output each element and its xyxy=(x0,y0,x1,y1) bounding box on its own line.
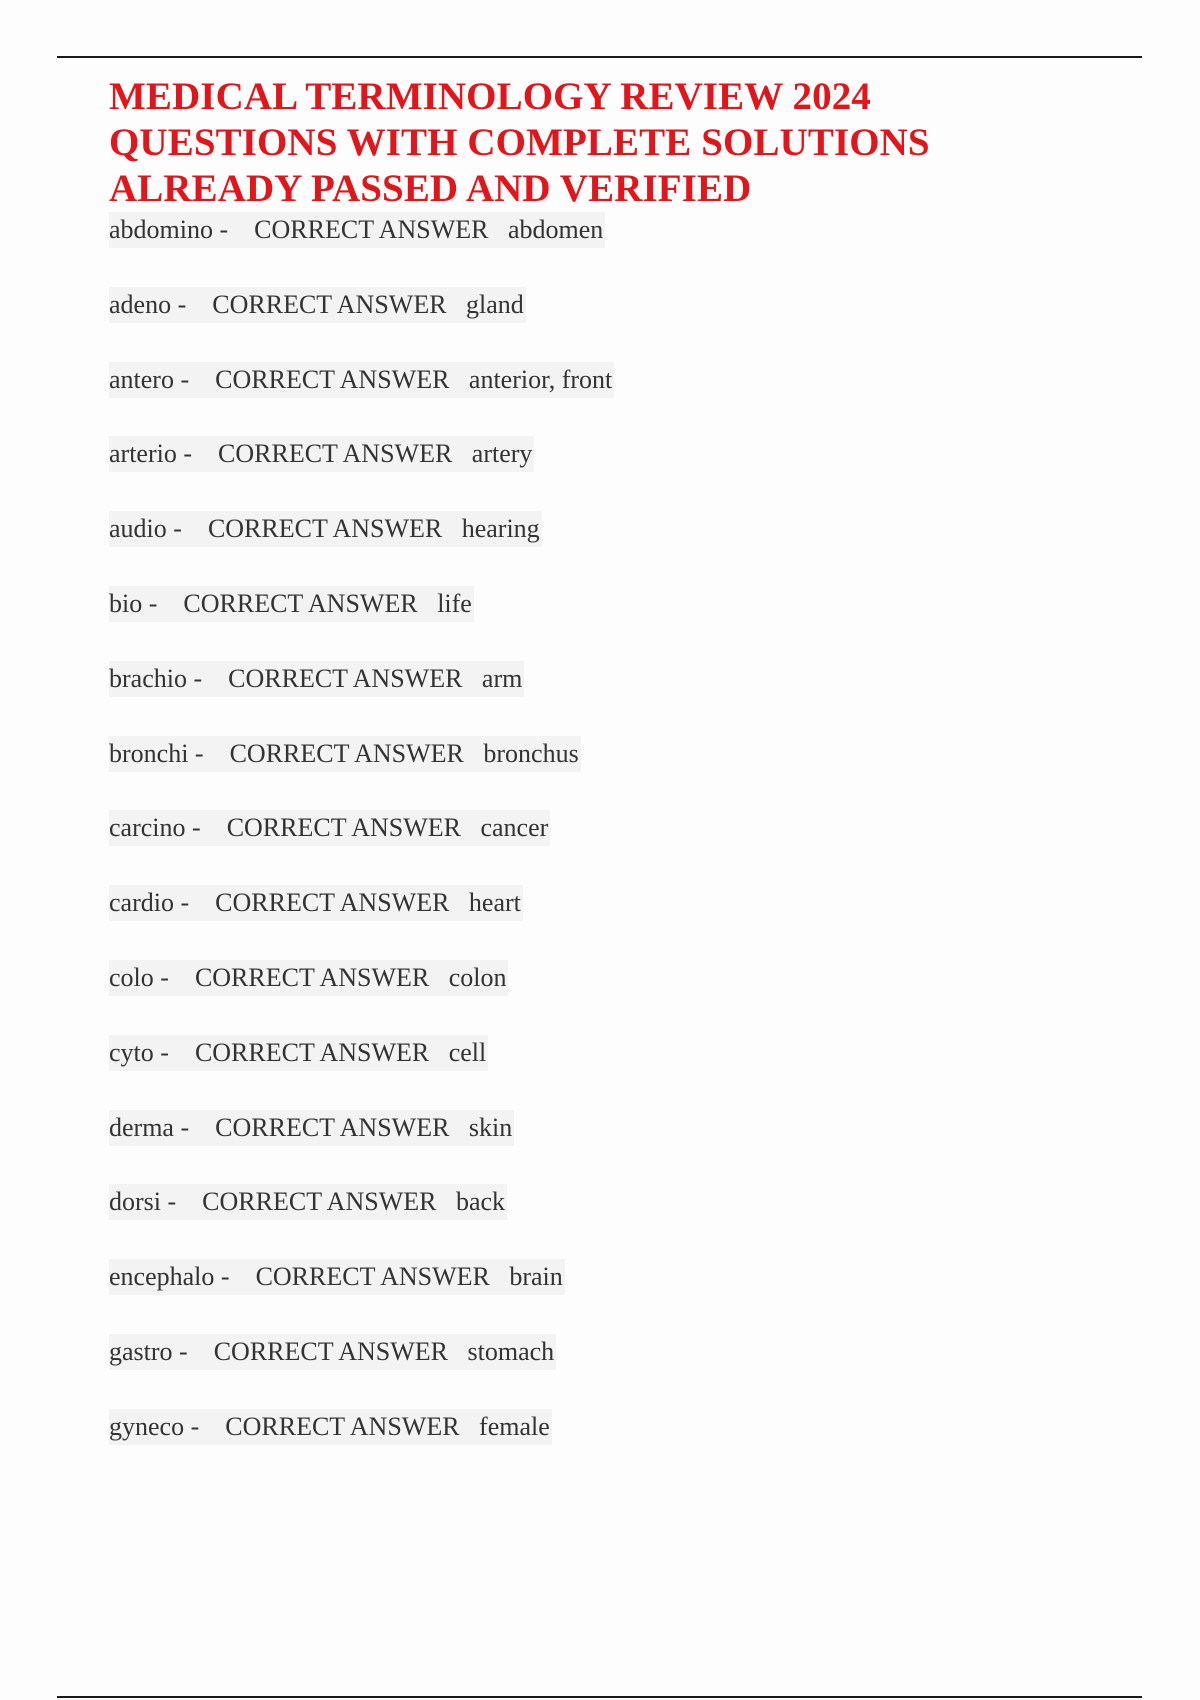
answer-text: hearing xyxy=(461,514,540,544)
correct-answer-label: CORRECT ANSWER xyxy=(213,1336,448,1366)
answer-gap xyxy=(461,813,481,842)
flashcard-list xyxy=(109,212,1009,1484)
answer-text: brain xyxy=(509,1262,563,1292)
correct-answer-label: CORRECT ANSWER xyxy=(255,1262,490,1292)
answer-gap xyxy=(429,1038,449,1067)
term-separator: - xyxy=(176,439,219,469)
list-item xyxy=(109,436,1009,511)
correct-answer-label: CORRECT ANSWER xyxy=(215,364,450,394)
flashcard-entry xyxy=(109,287,526,323)
term-separator: - xyxy=(153,962,195,992)
list-item xyxy=(109,1184,1009,1259)
answer-gap xyxy=(449,888,469,917)
flashcard-entry xyxy=(109,1409,552,1445)
correct-answer-label: CORRECT ANSWER xyxy=(212,289,447,319)
answer-text: arm xyxy=(481,663,523,693)
correct-answer-label: CORRECT ANSWER xyxy=(215,888,450,918)
answer-text: life xyxy=(437,588,472,618)
term-text: audio xyxy=(109,514,167,544)
flashcard-entry xyxy=(109,1110,514,1146)
flashcard-entry xyxy=(109,661,524,697)
answer-text: cancer xyxy=(480,813,549,843)
answer-gap xyxy=(488,215,508,244)
flashcard-entry xyxy=(109,212,605,248)
term-separator: - xyxy=(184,1411,226,1441)
term-separator: - xyxy=(171,289,213,319)
term-separator: - xyxy=(173,364,216,394)
answer-text: heart xyxy=(468,888,521,918)
term-separator: - xyxy=(214,1262,256,1292)
answer-gap xyxy=(418,589,438,618)
list-item xyxy=(109,1259,1009,1334)
list-item xyxy=(109,287,1009,362)
answer-gap xyxy=(449,1113,469,1142)
term-text: cyto xyxy=(109,1037,154,1067)
correct-answer-label: CORRECT ANSWER xyxy=(254,215,489,244)
list-item xyxy=(109,586,1009,661)
answer-gap xyxy=(447,290,467,319)
term-text: dorsi xyxy=(109,1187,161,1217)
term-text: bio xyxy=(109,588,143,618)
term-separator: - xyxy=(188,738,230,768)
list-item xyxy=(109,1334,1009,1409)
answer-gap xyxy=(449,365,469,394)
answer-gap xyxy=(490,1262,510,1291)
flashcard-entry xyxy=(109,960,508,996)
flashcard-entry xyxy=(109,1184,507,1220)
answer-text: female xyxy=(479,1411,550,1441)
correct-answer-label: CORRECT ANSWER xyxy=(207,514,443,544)
flashcard-entry xyxy=(109,885,523,921)
correct-answer-label: CORRECT ANSWER xyxy=(218,439,453,469)
answer-gap xyxy=(460,1412,480,1441)
answer-gap xyxy=(452,439,472,468)
term-text: bronchi xyxy=(109,738,189,768)
term-text: carcino xyxy=(109,813,186,843)
document-title xyxy=(109,74,1109,212)
answer-text: anterior, front xyxy=(468,364,613,394)
term-separator: - xyxy=(172,1336,214,1366)
flashcard-entry xyxy=(109,586,474,622)
flashcard-entry xyxy=(109,1035,488,1071)
term-text: arterio xyxy=(109,439,177,469)
flashcard-entry xyxy=(109,362,614,398)
correct-answer-label: CORRECT ANSWER xyxy=(229,738,464,768)
correct-answer-label: CORRECT ANSWER xyxy=(225,1411,460,1441)
title-line-3: ALREADY PASSED AND VERIFIED xyxy=(109,167,752,210)
term-separator: - xyxy=(166,514,208,544)
term-separator: - xyxy=(142,588,184,618)
bottom-rule xyxy=(57,1696,1142,1698)
answer-gap xyxy=(448,1337,468,1366)
list-item xyxy=(109,362,1009,437)
correct-answer-label: CORRECT ANSWER xyxy=(215,1112,450,1142)
answer-gap xyxy=(464,739,484,768)
term-separator: - xyxy=(153,1037,195,1067)
correct-answer-label: CORRECT ANSWER xyxy=(226,813,461,843)
list-item xyxy=(109,960,1009,1035)
answer-text: colon xyxy=(448,962,507,992)
answer-text: artery xyxy=(471,439,533,469)
term-text: encephalo xyxy=(109,1262,215,1292)
answer-gap xyxy=(429,963,449,992)
title-line-2: QUESTIONS WITH COMPLETE SOLUTIONS xyxy=(109,121,930,164)
term-text: adeno xyxy=(109,289,172,319)
flashcard-entry xyxy=(109,511,542,547)
flashcard-entry xyxy=(109,436,534,472)
term-separator: - xyxy=(173,1112,216,1142)
flashcard-entry xyxy=(109,1334,556,1370)
term-text: antero xyxy=(109,364,174,394)
term-text: gyneco xyxy=(109,1411,185,1441)
answer-gap xyxy=(442,514,462,543)
answer-text: bronchus xyxy=(483,738,579,768)
correct-answer-label: CORRECT ANSWER xyxy=(228,663,463,693)
list-item xyxy=(109,1409,1009,1484)
list-item xyxy=(109,1110,1009,1185)
correct-answer-label: CORRECT ANSWER xyxy=(183,588,418,618)
correct-answer-label: CORRECT ANSWER xyxy=(194,1037,430,1067)
list-item xyxy=(109,212,1009,287)
answer-text: gland xyxy=(466,289,524,319)
term-text: cardio xyxy=(109,888,174,918)
list-item xyxy=(109,885,1009,960)
answer-gap xyxy=(462,664,482,693)
flashcard-entry xyxy=(109,810,550,846)
flashcard-entry xyxy=(109,736,581,772)
term-separator: - xyxy=(186,663,229,693)
list-item xyxy=(109,661,1009,736)
answer-text: stomach xyxy=(467,1336,555,1366)
term-text: colo xyxy=(109,962,154,992)
term-text: abdomino xyxy=(109,215,213,244)
term-text: gastro xyxy=(109,1336,173,1366)
correct-answer-label: CORRECT ANSWER xyxy=(194,962,430,992)
title-line-1: MEDICAL TERMINOLOGY REVIEW 2024 xyxy=(109,75,871,118)
list-item xyxy=(109,736,1009,811)
term-separator: - xyxy=(213,215,255,244)
term-separator: - xyxy=(173,888,216,918)
answer-text: cell xyxy=(448,1037,487,1067)
list-item xyxy=(109,511,1009,586)
term-separator: - xyxy=(185,813,227,843)
term-text: derma xyxy=(109,1112,174,1142)
term-separator: - xyxy=(161,1187,203,1217)
flashcard-entry xyxy=(109,1259,565,1295)
answer-text: abdomen xyxy=(507,215,604,244)
term-text: brachio xyxy=(109,663,187,693)
correct-answer-label: CORRECT ANSWER xyxy=(202,1187,437,1217)
list-item xyxy=(109,810,1009,885)
list-item xyxy=(109,1035,1009,1110)
answer-text: skin xyxy=(468,1112,513,1142)
answer-text: back xyxy=(455,1187,506,1217)
top-rule xyxy=(57,56,1142,58)
answer-gap xyxy=(436,1187,456,1216)
